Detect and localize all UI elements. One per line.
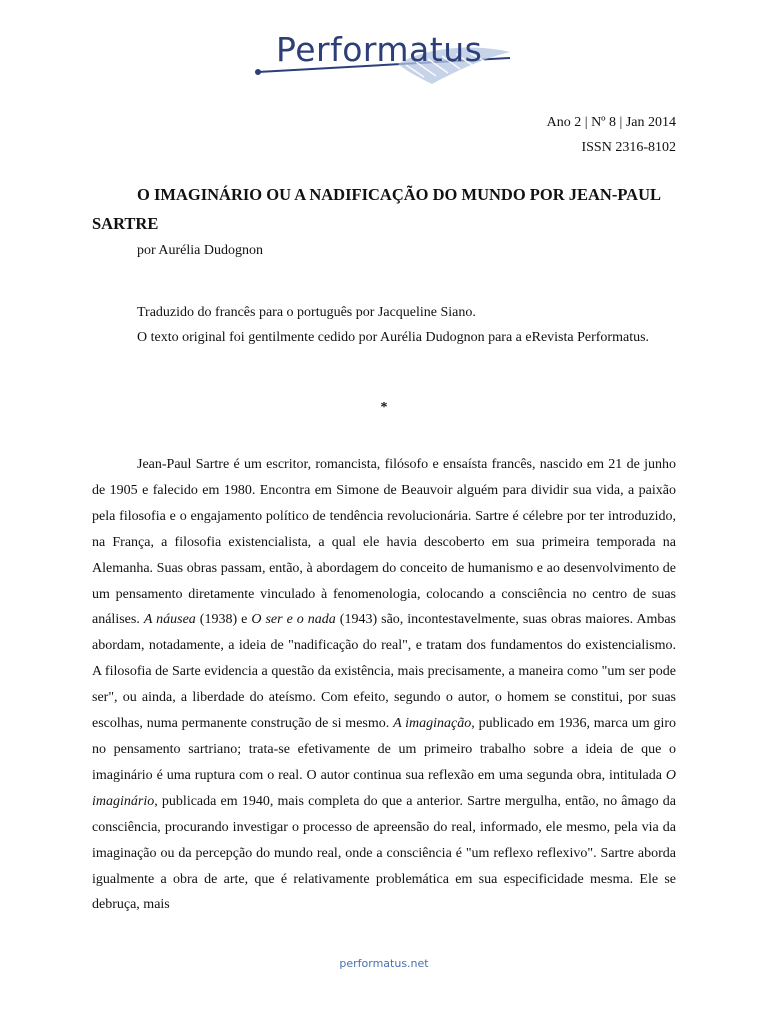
body-paragraph bbox=[92, 452, 676, 918]
byline: por Aurélia Dudognon bbox=[137, 243, 263, 258]
article-title: O IMAGINÁRIO OU A NADIFICAÇÃO DO MUNDO POR JEAN-PAUL SARTRE bbox=[92, 185, 661, 233]
section-separator: * bbox=[380, 400, 388, 415]
logo-text: Performatus bbox=[276, 30, 483, 69]
masthead-logo bbox=[248, 28, 520, 90]
body-text-segment: (1938) e bbox=[195, 612, 252, 628]
body-text-segment: , publicado em 1936, marca um giro no pensamento sartriano; trata-se efetivamente de um primeiro trabalho sobre a ideia de que o imaginário é uma ruptura com o real. O autor continua sua reflexão em uma segunda obra, intitulada bbox=[92, 716, 676, 783]
issn: ISSN 2316-8102 bbox=[581, 140, 676, 155]
work-title: A náusea bbox=[143, 612, 196, 628]
issue-line: Ano 2 | Nº 8 | Jan 2014 bbox=[546, 115, 676, 130]
body-text-segment: , publicada em 1940, mais completa do que a anterior. Sartre mergulha, então, no âmago da consciência, procurando investigar o processo de apreensão do real, informado, ele mesmo, pela via da imaginação ou da percepção do mundo real, onde a consciência é "um reflexo reflexivo". Sartre aborda igualmente a obra de arte, que é relativamente problemática em sua especificidade mesma. Ele se debruça, mais bbox=[92, 793, 676, 913]
work-title: O imaginário bbox=[92, 767, 676, 809]
work-title: A imaginação bbox=[393, 716, 472, 732]
body-text-segment: Jean-Paul Sartre é um escritor, romancista, filósofo e ensaísta francês, nascido em 21 de junho de 1905 e falecido em 1980. Encontra em Simone de Beauvoir alguém para dividir sua vida, a paixão pela filosofia e o engajamento político de tendência revolucionária. Sartre é célebre por ter introduzido, na França, a filosofia existencialista, a qual ele havia descoberto em sua primeira temporada na Alemanha. Suas obras passam, então, à abordagem do conceito de humanismo e ao desenvolvimento de um pensamento diretamente vinculado à fenomenologia, colocando a consciência no centro de suas análises. bbox=[92, 457, 676, 628]
original-note: O texto original foi gentilmente cedido por Aurélia Dudognon para a eRevista Performatus. bbox=[137, 330, 650, 345]
issue-meta bbox=[547, 110, 676, 160]
footer-url[interactable]: performatus.net bbox=[339, 957, 429, 970]
body-text-segment: (1943) são, incontestavelmente, suas obras maiores. Ambas abordam, notadamente, a ideia de "nadificação do real", e tratam dos fundamentos do existencialismo. A filosofia de Sarte evidencia a questão da existência, mais precisamente, a maneira como "um ser pode ser", ou ainda, a liberdade do ateísmo. Com efeito, segundo o autor, o homem se constitui, por suas escolhas, numa permanente construção de si mesmo. bbox=[92, 612, 676, 732]
work-title: O ser e o nada bbox=[251, 612, 336, 628]
translation-notes bbox=[92, 300, 676, 350]
translation-note: Traduzido do francês para o português por Jacqueline Siano. bbox=[137, 305, 476, 320]
article-body bbox=[92, 452, 676, 930]
